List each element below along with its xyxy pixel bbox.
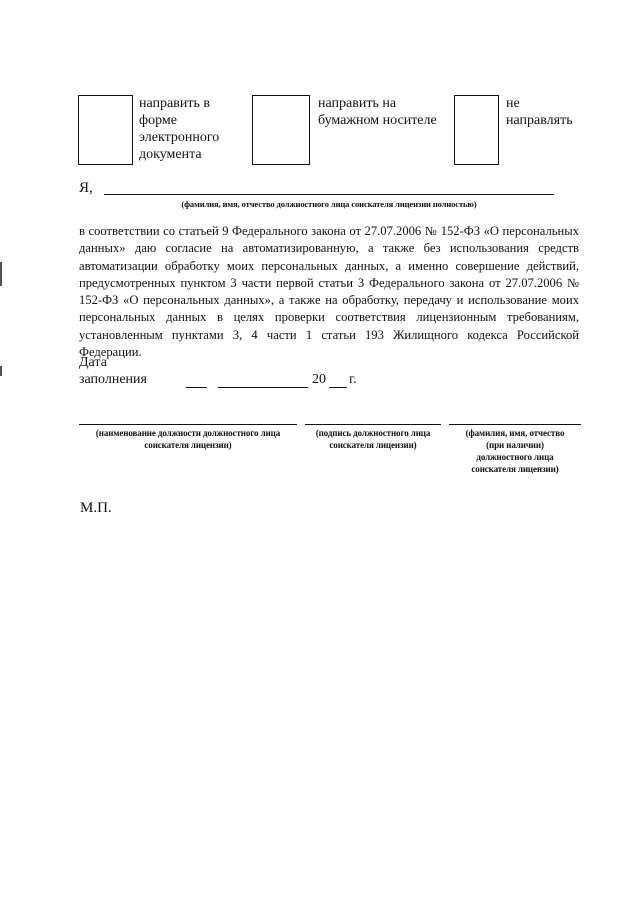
signature-caption: (подпись должностного лица соискателя лицензии) xyxy=(315,428,431,450)
position-line[interactable] xyxy=(79,424,297,425)
seal-place: М.П. xyxy=(80,500,112,516)
date-year-prefix: 20 xyxy=(312,372,326,387)
declarant-name-line[interactable] xyxy=(104,194,554,195)
option-electronic-label: направить в форме электронного документа xyxy=(139,96,220,162)
date-month-line[interactable] xyxy=(218,387,308,388)
date-year-line[interactable] xyxy=(329,387,347,388)
date-day-line[interactable] xyxy=(186,387,207,388)
scan-edge-mark xyxy=(0,262,2,286)
date-year-suffix: г. xyxy=(349,372,357,387)
position-caption: (наименование должности должностного лица соискателя лицензии) xyxy=(95,428,281,450)
option-electronic-checkbox[interactable] xyxy=(78,95,133,165)
consent-text: в соответствии со статьей 9 Федерального закона от 27.07.2006 № 152-ФЗ «О персональных данных» даю согласие на автоматизированную, а также без использования средств автоматизации обработку моих персональных данных, а именно совершение действий, предусмотренных пунктом 3 части первой статьи 3 Федерального закона от 27.07.2006 № 152-ФЗ «О персональных данных», а также на обработку, передачу и использование моих персональных данных в целях проверки соответствия лицензионным требованиям, установленным пунктами 3, 4 части 1 статьи 193 Жилищного кодекса Российской Федерации. xyxy=(79,224,579,360)
signature-line[interactable] xyxy=(305,424,441,425)
option-paper-label: направить на бумажном носителе xyxy=(318,96,437,128)
scan-edge-mark xyxy=(0,366,2,376)
option-none-checkbox[interactable] xyxy=(454,95,499,165)
option-paper-checkbox[interactable] xyxy=(252,95,310,165)
option-none-label: не направлять xyxy=(506,96,573,128)
full-name-caption: (фамилия, имя, отчество (при наличии) должностного лица соискателя лицензии) xyxy=(465,428,565,474)
date-label: Дата заполнения xyxy=(79,355,147,387)
declarant-prefix: Я, xyxy=(79,180,93,196)
declarant-caption: (фамилия, имя, отчество должностного лица соискателя лицензии полностью) xyxy=(181,199,477,209)
full-name-line[interactable] xyxy=(449,424,581,425)
